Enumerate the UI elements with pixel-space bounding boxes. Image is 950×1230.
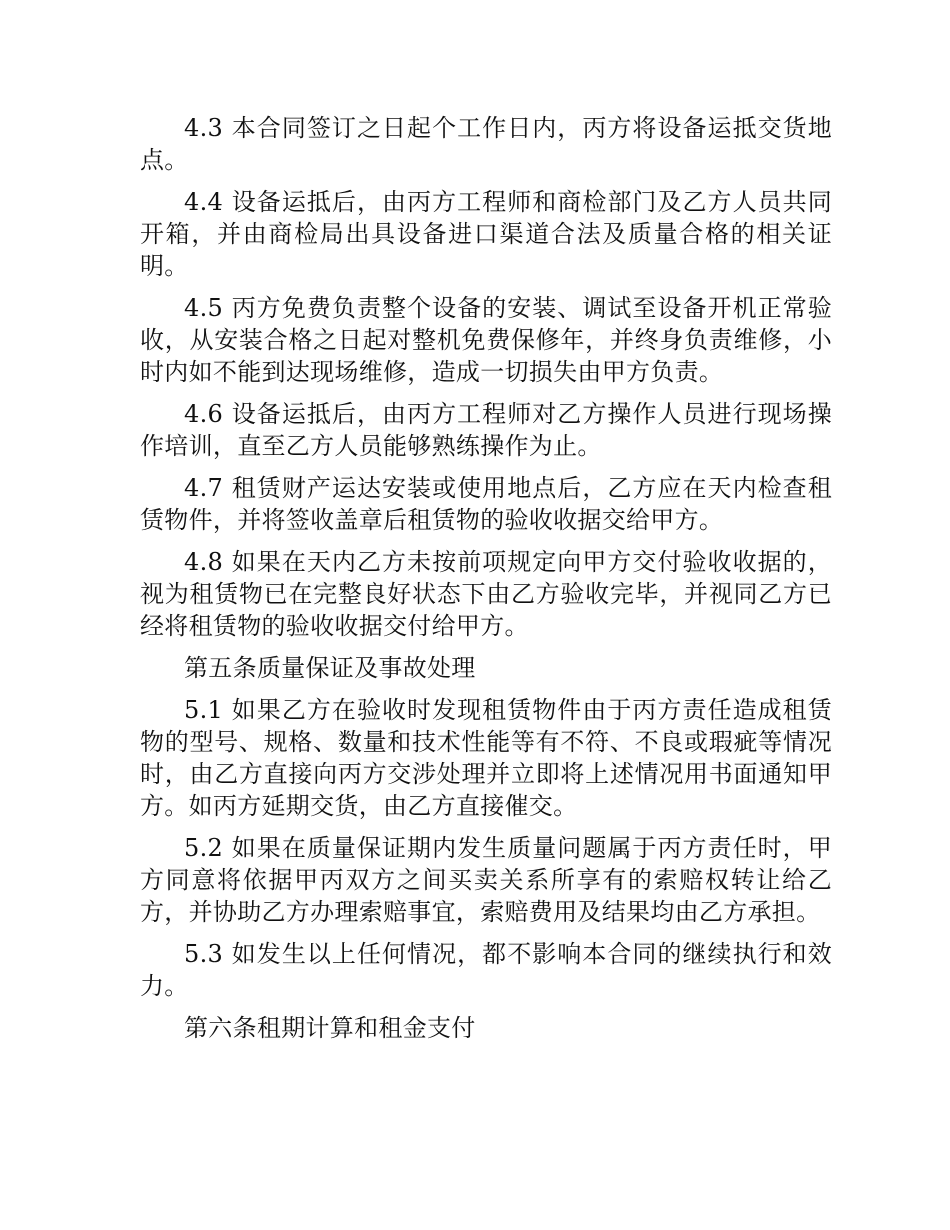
article-6-heading: 第六条租期计算和租金支付	[184, 1014, 476, 1042]
clause-5-3: 5.3 如发生以上任何情况，都不影响本合同的继续执行和效力。	[140, 940, 832, 1000]
clause-4-7: 4.7 租赁财产运达安装或使用地点后，乙方应在天内检查租赁物件，并将签收盖章后租赁物的验收收据交给甲方。	[140, 474, 832, 534]
clause-4-3: 4.3 本合同签订之日起个工作日内，丙方将设备运抵交货地点。	[140, 114, 832, 174]
article-5-heading: 第五条质量保证及事故处理	[184, 654, 476, 682]
clause-4-6: 4.6 设备运抵后，由丙方工程师对乙方操作人员进行现场操作培训，直至乙方人员能够熟练操作为止。	[140, 400, 832, 460]
clause-4-5: 4.5 丙方免费负责整个设备的安装、调试至设备开机正常验收，从安装合格之日起对整机免费保修年，并终身负责维修，小时内如不能到达现场维修，造成一切损失由甲方负责。	[140, 294, 832, 386]
clause-4-4: 4.4 设备运抵后，由丙方工程师和商检部门及乙方人员共同开箱，并由商检局出具设备进口渠道合法及质量合格的相关证明。	[140, 188, 832, 280]
clause-5-2: 5.2 如果在质量保证期内发生质量问题属于丙方责任时，甲方同意将依据甲丙双方之间买卖关系所享有的索赔权转让给乙方，并协助乙方办理索赔事宜，索赔费用及结果均由乙方承担。	[140, 834, 832, 926]
clause-5-1: 5.1 如果乙方在验收时发现租赁物件由于丙方责任造成租赁物的型号、规格、数量和技术性能等有不符、不良或瑕疵等情况时，由乙方直接向丙方交涉处理并立即将上述情况用书面通知甲方。如丙方延期交货，由乙方直接催交。	[140, 696, 832, 820]
clause-4-8: 4.8 如果在天内乙方未按前项规定向甲方交付验收收据的，视为租赁物已在完整良好状态下由乙方验收完毕，并视同乙方已经将租赁物的验收收据交付给甲方。	[140, 548, 832, 640]
